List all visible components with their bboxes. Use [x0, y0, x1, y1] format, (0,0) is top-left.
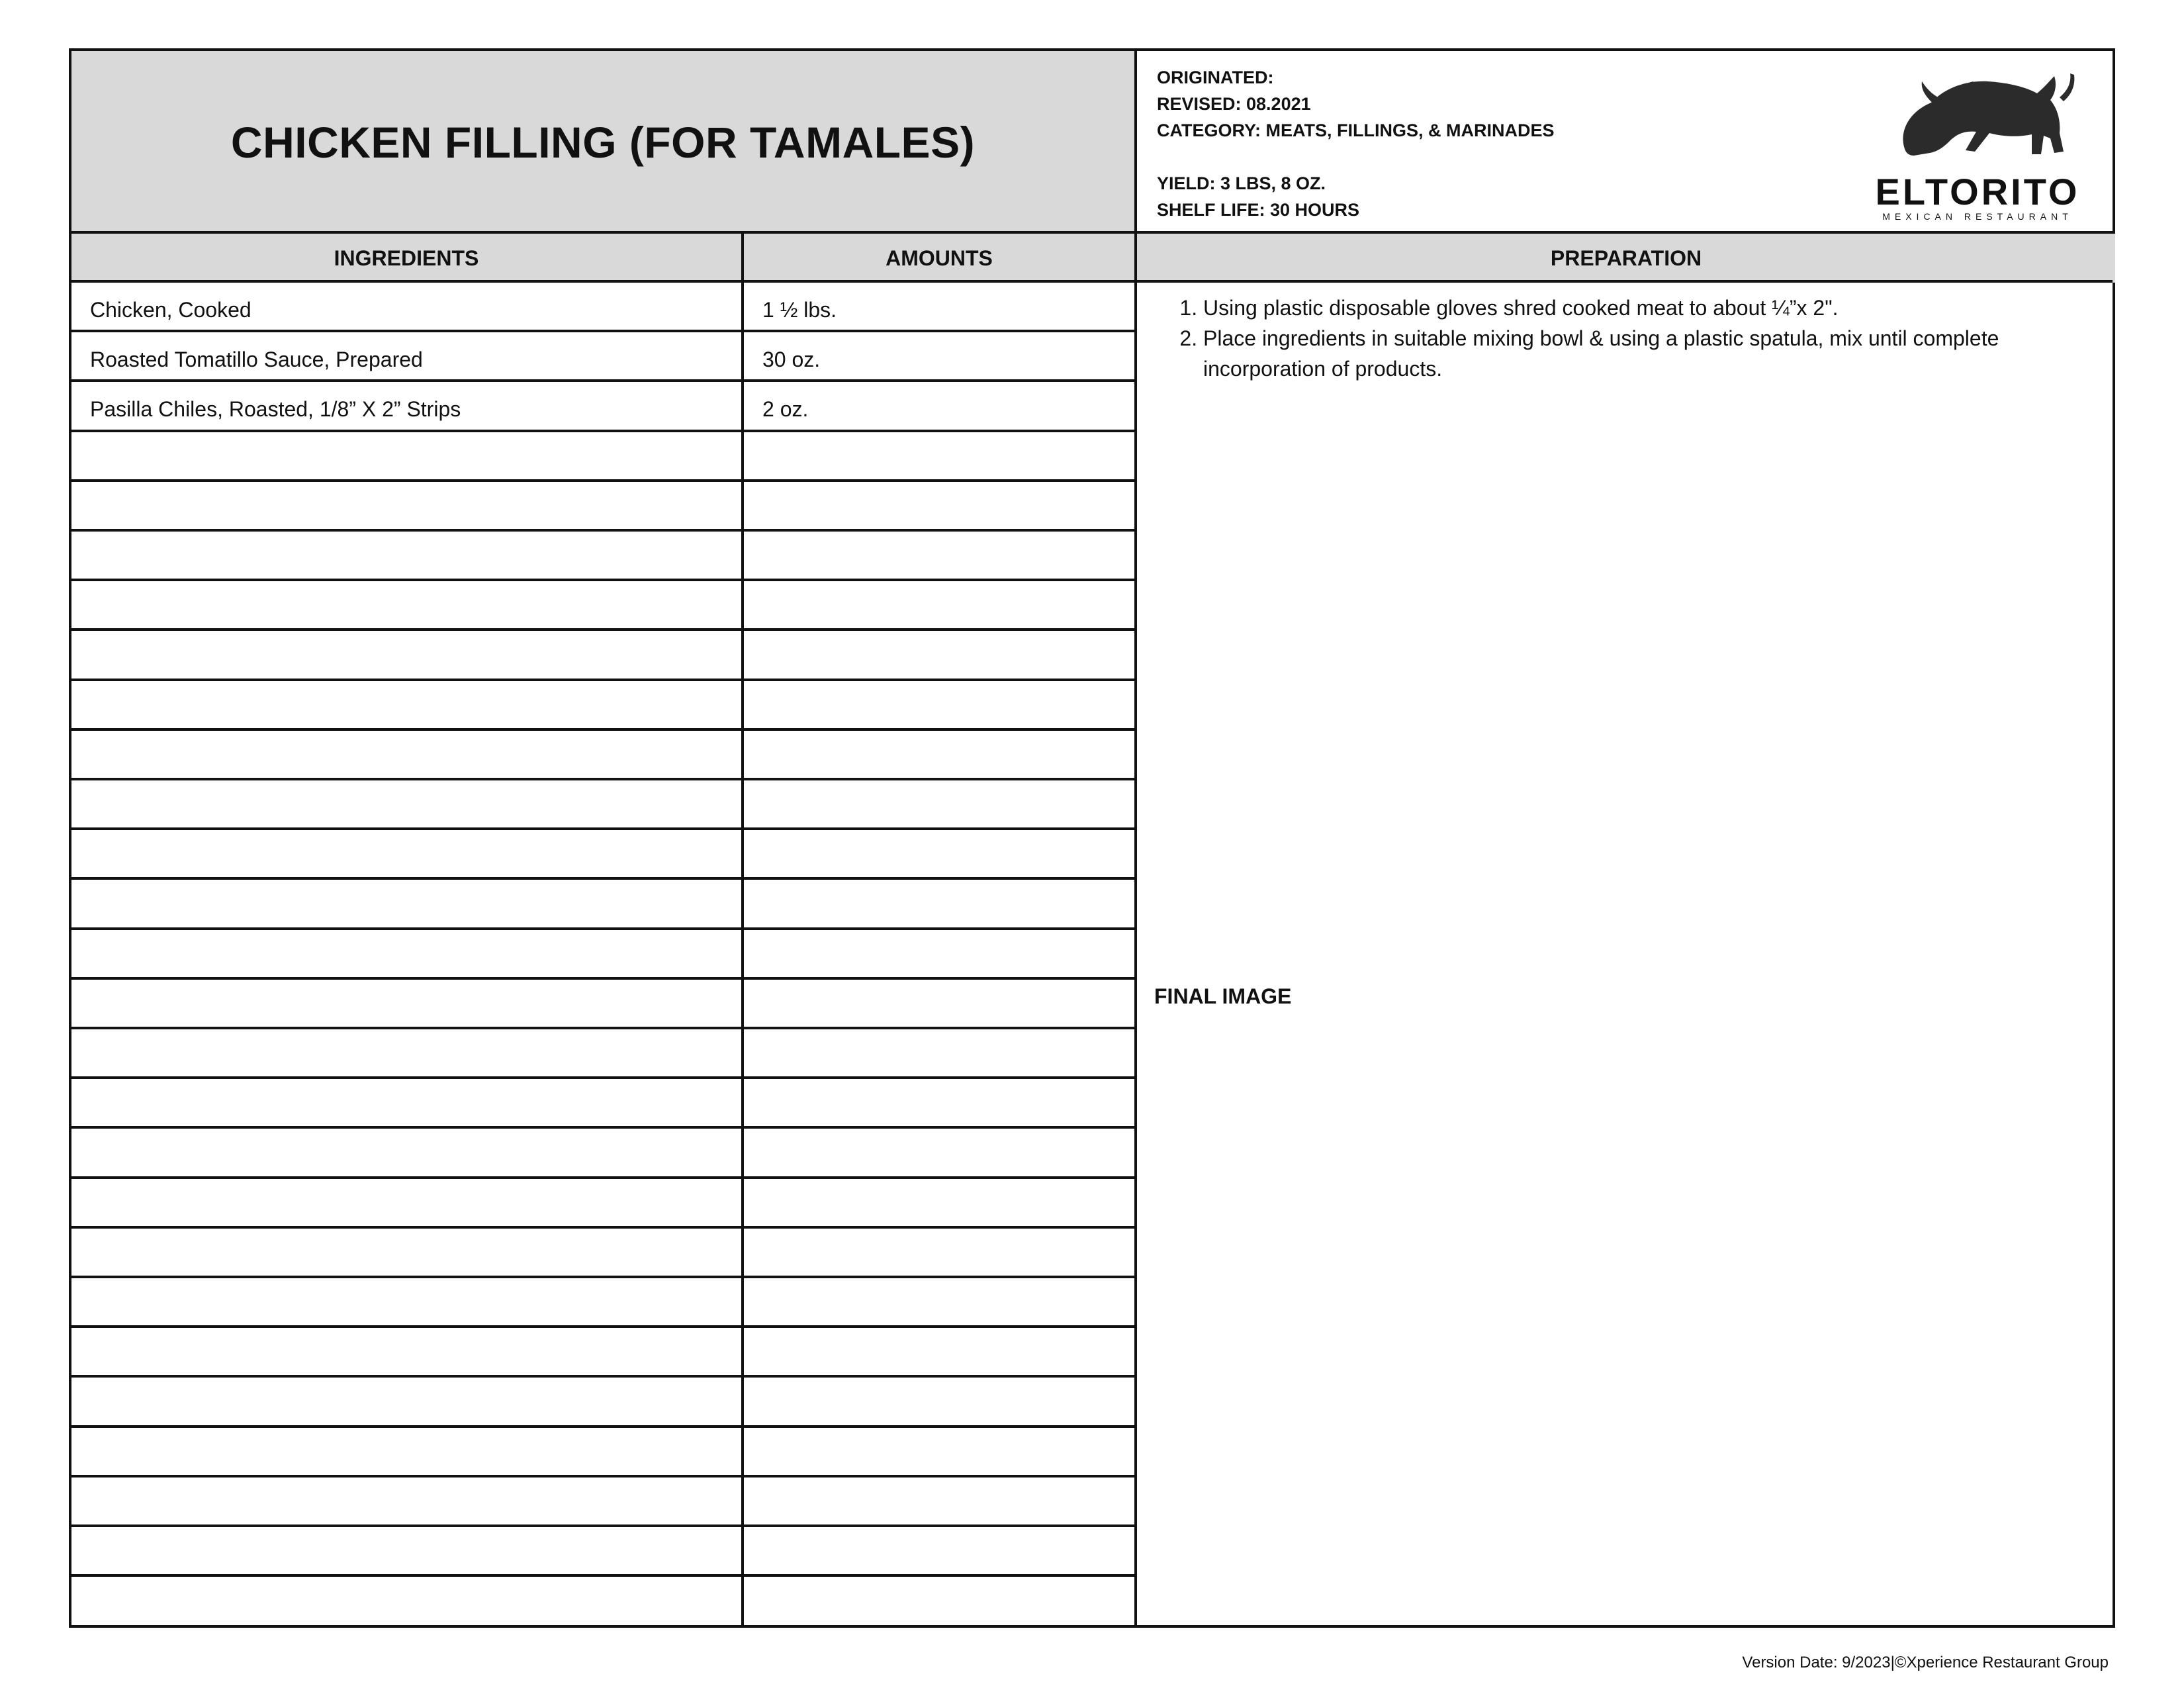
amount-cell: 2 oz.: [762, 397, 809, 421]
preparation-header: [1137, 234, 2115, 283]
row-divider: [71, 479, 1137, 482]
category-label: CATEGORY: MEATS, FILLINGS, & MARINADES: [1157, 120, 1555, 140]
preparation-step: 1. Using plastic disposable gloves shred cooked meat to about ¼”x 2".: [1203, 293, 2101, 323]
row-divider: [71, 778, 1137, 780]
row-divider: [71, 1126, 1137, 1129]
row-divider: [71, 1375, 1137, 1378]
row-divider: [71, 579, 1137, 581]
preparation-header-label: PREPARATION: [1550, 246, 1702, 270]
row-divider: [71, 1425, 1137, 1428]
yield-label: YIELD: 3 LBS, 8 OZ.: [1157, 173, 1326, 193]
ingredients-header-label: INGREDIENTS: [334, 246, 479, 270]
logo-wordmark: ELTORITO: [1875, 171, 2080, 212]
divider: [1134, 51, 1137, 1625]
row-divider: [71, 1027, 1137, 1029]
preparation-step: 2. Place ingredients in suitable mixing bowl & using a plastic spatula, mix until complete incorporation of products.: [1203, 323, 2101, 384]
row-divider: [71, 1475, 1137, 1477]
version-footer: Version Date: 9/2023|©Xperience Restaurant Group: [1742, 1654, 2109, 1671]
row-divider: [71, 1176, 1137, 1179]
row-divider: [71, 1574, 1137, 1577]
recipe-title: CHICKEN FILLING (FOR TAMALES): [230, 118, 976, 167]
ingredient-cell: Pasilla Chiles, Roasted, 1/8” X 2” Strips: [90, 397, 461, 421]
row-divider: [71, 679, 1137, 681]
row-divider: [71, 1276, 1137, 1278]
divider: [71, 280, 2113, 283]
shelf-life-label: SHELF LIFE: 30 HOURS: [1157, 200, 1360, 220]
row-divider: [71, 1076, 1137, 1079]
amount-cell: 1 ½ lbs.: [762, 298, 837, 322]
row-divider: [71, 877, 1137, 880]
amount-cell: 30 oz.: [762, 348, 821, 371]
row-divider: [71, 379, 1137, 382]
row-divider: [71, 330, 1137, 332]
row-divider: [71, 1226, 1137, 1229]
el-torito-logo: [1858, 71, 2097, 223]
title-cell: [71, 51, 1134, 234]
row-divider: [71, 1325, 1137, 1328]
logo-subtitle: MEXICAN RESTAURANT: [1882, 211, 2073, 222]
amounts-header-label: AMOUNTS: [886, 246, 993, 270]
recipe-card: [69, 48, 2115, 1628]
originated-label: ORIGINATED:: [1157, 68, 1274, 87]
divider: [71, 231, 2113, 234]
bull-icon: [1858, 71, 2097, 170]
row-divider: [71, 430, 1137, 432]
ingredient-cell: Chicken, Cooked: [90, 298, 251, 322]
row-divider: [71, 1524, 1137, 1527]
row-divider: [71, 529, 1137, 532]
row-divider: [71, 927, 1137, 930]
row-divider: [71, 827, 1137, 830]
meta-cell: [1137, 51, 2115, 234]
ingredients-header: [71, 234, 741, 283]
recipe-meta: [1157, 64, 1555, 223]
amounts-header: [744, 234, 1134, 283]
preparation-steps: [1154, 293, 2101, 384]
row-divider: [71, 628, 1137, 631]
revised-label: REVISED: 08.2021: [1157, 94, 1311, 114]
row-divider: [71, 977, 1137, 980]
row-divider: [71, 728, 1137, 731]
final-image-label: FINAL IMAGE: [1154, 984, 1292, 1008]
ingredient-cell: Roasted Tomatillo Sauce, Prepared: [90, 348, 423, 371]
